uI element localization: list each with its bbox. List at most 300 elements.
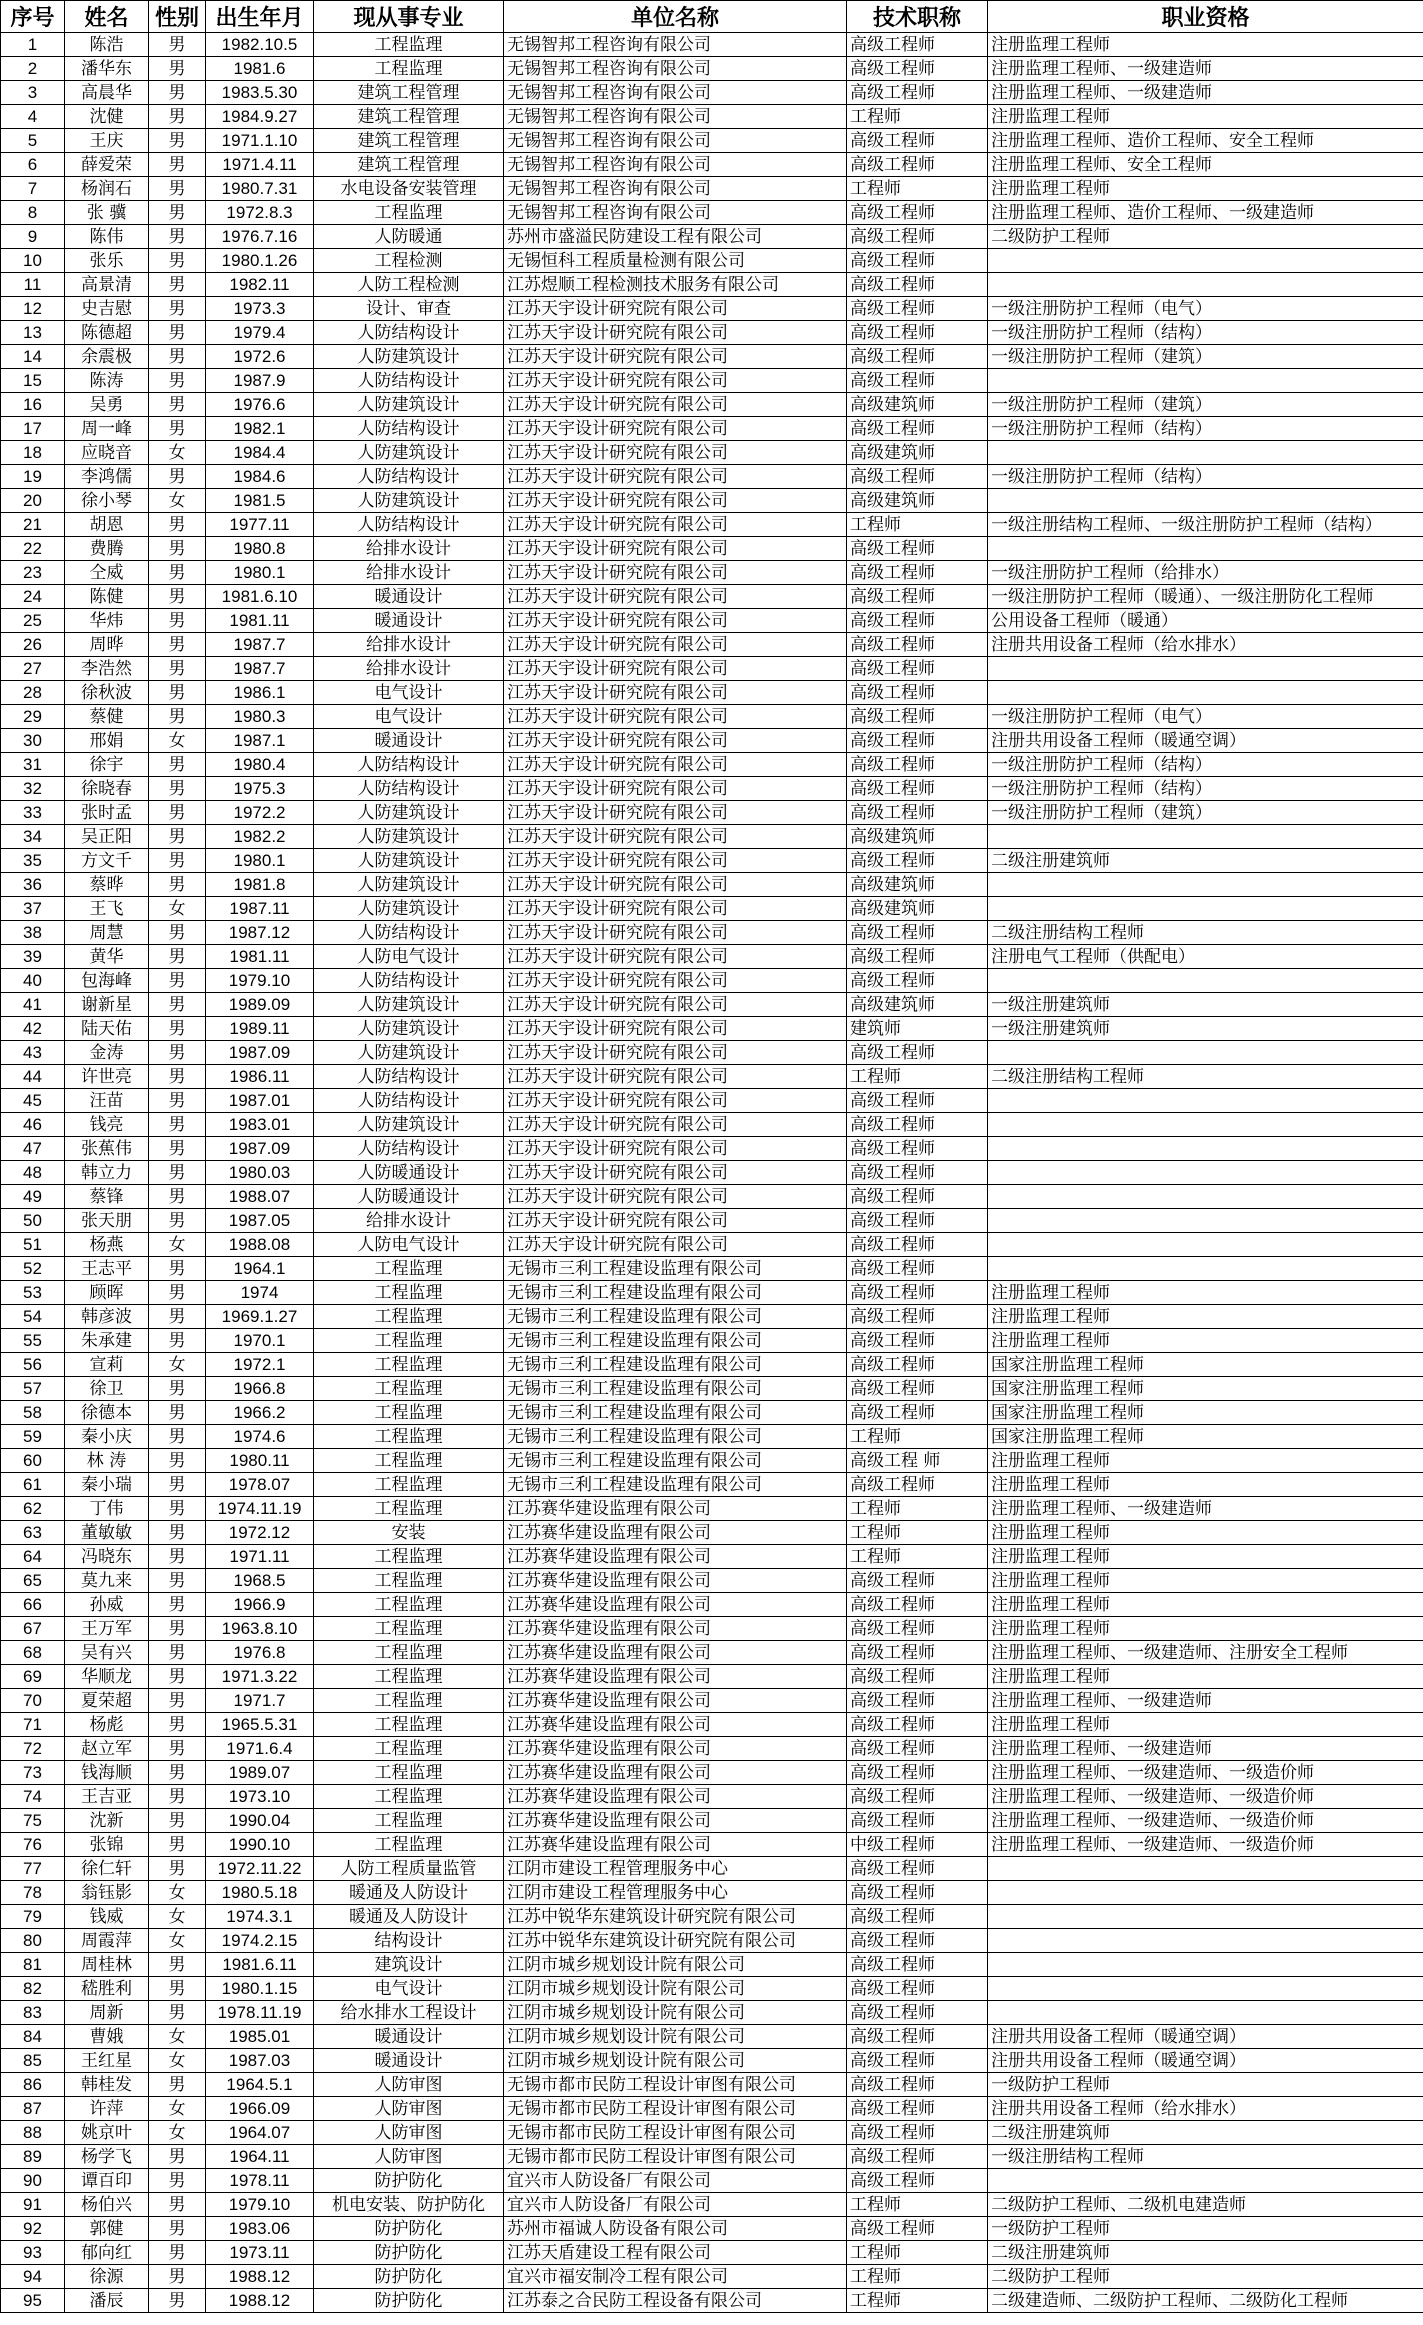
cell-gender: 男: [149, 657, 206, 681]
cell-index: 40: [1, 969, 65, 993]
cell-qualification: 二级注册结构工程师: [988, 921, 1423, 945]
cell-gender: 女: [149, 729, 206, 753]
cell-index: 22: [1, 537, 65, 561]
cell-major: 工程监理: [314, 1353, 504, 1377]
cell-title: 高级工程师: [847, 201, 988, 225]
cell-qualification: 注册监理工程师: [988, 1473, 1423, 1497]
cell-qualification: [988, 825, 1423, 849]
cell-title: 高级工程师: [847, 1665, 988, 1689]
cell-index: 21: [1, 513, 65, 537]
cell-title: 高级工程师: [847, 633, 988, 657]
table-row: [1, 297, 1423, 321]
cell-gender: 男: [149, 681, 206, 705]
cell-gender: 男: [149, 801, 206, 825]
cell-title: 高级工程师: [847, 681, 988, 705]
table-row: [1, 441, 1423, 465]
cell-birth: 1971.7: [206, 1689, 314, 1713]
table-row: [1, 249, 1423, 273]
cell-qualification: [988, 537, 1423, 561]
cell-title: 高级建筑师: [847, 873, 988, 897]
cell-gender: 女: [149, 1881, 206, 1905]
cell-index: 15: [1, 369, 65, 393]
cell-birth: 1970.1: [206, 1329, 314, 1353]
table-row: [1, 1185, 1423, 1209]
table-row: [1, 2265, 1423, 2289]
table-row: [1, 1977, 1423, 2001]
cell-gender: 男: [149, 1569, 206, 1593]
cell-title: 高级工程师: [847, 1785, 988, 1809]
cell-organization: 江阴市城乡规划设计院有限公司: [504, 2001, 847, 2025]
cell-gender: 男: [149, 2265, 206, 2289]
cell-organization: 无锡市三利工程建设监理有限公司: [504, 1473, 847, 1497]
cell-birth: 1987.01: [206, 1089, 314, 1113]
cell-title: 高级工程师: [847, 1281, 988, 1305]
table-row: [1, 1281, 1423, 1305]
cell-title: 高级工程师: [847, 729, 988, 753]
cell-title: 工程师: [847, 1521, 988, 1545]
table-row: [1, 273, 1423, 297]
cell-birth: 1981.6: [206, 57, 314, 81]
table-header: [1, 1, 1423, 33]
cell-qualification: 国家注册监理工程师: [988, 1353, 1423, 1377]
cell-title: 高级工程师: [847, 1473, 988, 1497]
cell-organization: 江苏天宇设计研究院有限公司: [504, 681, 847, 705]
table-row: [1, 1233, 1423, 1257]
table-row: [1, 177, 1423, 201]
cell-birth: 1986.11: [206, 1065, 314, 1089]
table-row: [1, 609, 1423, 633]
cell-qualification: 注册监理工程师、一级建造师、一级造价师: [988, 1833, 1423, 1857]
cell-birth: 1977.11: [206, 513, 314, 537]
cell-major: 人防建筑设计: [314, 825, 504, 849]
cell-name: 徐源: [65, 2265, 149, 2289]
cell-qualification: 注册共用设备工程师（暖通空调）: [988, 2049, 1423, 2073]
table-row: [1, 801, 1423, 825]
table-row: [1, 585, 1423, 609]
cell-title: 工程师: [847, 2193, 988, 2217]
cell-qualification: 一级注册结构工程师: [988, 2145, 1423, 2169]
cell-index: 90: [1, 2169, 65, 2193]
cell-qualification: [988, 369, 1423, 393]
cell-qualification: 二级注册结构工程师: [988, 1065, 1423, 1089]
cell-title: 工程师: [847, 1545, 988, 1569]
cell-organization: 江苏天宇设计研究院有限公司: [504, 1065, 847, 1089]
cell-organization: 宜兴市福安制冷工程有限公司: [504, 2265, 847, 2289]
cell-major: 电气设计: [314, 681, 504, 705]
cell-title: 工程师: [847, 1497, 988, 1521]
cell-name: 陆天佑: [65, 1017, 149, 1041]
cell-major: 工程监理: [314, 1833, 504, 1857]
cell-index: 69: [1, 1665, 65, 1689]
cell-index: 6: [1, 153, 65, 177]
cell-birth: 1979.10: [206, 969, 314, 993]
cell-organization: 无锡市三利工程建设监理有限公司: [504, 1257, 847, 1281]
cell-index: 50: [1, 1209, 65, 1233]
cell-qualification: [988, 273, 1423, 297]
cell-index: 7: [1, 177, 65, 201]
cell-qualification: 二级注册建筑师: [988, 849, 1423, 873]
cell-organization: 江苏天宇设计研究院有限公司: [504, 993, 847, 1017]
cell-major: 人防结构设计: [314, 921, 504, 945]
cell-major: 人防结构设计: [314, 1065, 504, 1089]
cell-major: 工程监理: [314, 1425, 504, 1449]
cell-organization: 无锡市三利工程建设监理有限公司: [504, 1377, 847, 1401]
cell-major: 工程监理: [314, 57, 504, 81]
cell-organization: 江苏天宇设计研究院有限公司: [504, 465, 847, 489]
cell-birth: 1972.12: [206, 1521, 314, 1545]
cell-name: 杨伯兴: [65, 2193, 149, 2217]
cell-organization: 江苏天宇设计研究院有限公司: [504, 537, 847, 561]
cell-major: 给排水设计: [314, 537, 504, 561]
cell-organization: 无锡市都市民防工程设计审图有限公司: [504, 2097, 847, 2121]
cell-index: 57: [1, 1377, 65, 1401]
table-row: [1, 1881, 1423, 1905]
cell-name: 徐小琴: [65, 489, 149, 513]
cell-organization: 无锡智邦工程咨询有限公司: [504, 57, 847, 81]
table-row: [1, 873, 1423, 897]
cell-name: 黄华: [65, 945, 149, 969]
cell-major: 工程监理: [314, 1449, 504, 1473]
table-row: [1, 777, 1423, 801]
cell-qualification: 注册监理工程师: [988, 1713, 1423, 1737]
table-row: [1, 1761, 1423, 1785]
cell-gender: 男: [149, 417, 206, 441]
cell-index: 31: [1, 753, 65, 777]
cell-title: 高级工程师: [847, 1857, 988, 1881]
cell-title: 高级工程师: [847, 1713, 988, 1737]
cell-organization: 江苏天宇设计研究院有限公司: [504, 1161, 847, 1185]
cell-organization: 无锡智邦工程咨询有限公司: [504, 153, 847, 177]
table-row: [1, 2073, 1423, 2097]
cell-gender: 女: [149, 489, 206, 513]
cell-birth: 1990.10: [206, 1833, 314, 1857]
cell-index: 2: [1, 57, 65, 81]
cell-title: 高级工程师: [847, 1209, 988, 1233]
cell-gender: 男: [149, 777, 206, 801]
cell-major: 设计、审查: [314, 297, 504, 321]
cell-major: 人防工程检测: [314, 273, 504, 297]
cell-index: 92: [1, 2217, 65, 2241]
table-row: [1, 897, 1423, 921]
cell-index: 61: [1, 1473, 65, 1497]
cell-gender: 男: [149, 1209, 206, 1233]
cell-organization: 江苏赛华建设监理有限公司: [504, 1545, 847, 1569]
cell-title: 高级工程师: [847, 225, 988, 249]
cell-major: 工程监理: [314, 1713, 504, 1737]
cell-index: 5: [1, 129, 65, 153]
cell-gender: 男: [149, 1137, 206, 1161]
cell-organization: 江苏赛华建设监理有限公司: [504, 1665, 847, 1689]
cell-organization: 江苏赛华建设监理有限公司: [504, 1833, 847, 1857]
cell-index: 36: [1, 873, 65, 897]
cell-name: 杨学飞: [65, 2145, 149, 2169]
cell-birth: 1987.7: [206, 633, 314, 657]
cell-gender: 男: [149, 1785, 206, 1809]
cell-organization: 宜兴市人防设备厂有限公司: [504, 2169, 847, 2193]
cell-name: 高景清: [65, 273, 149, 297]
cell-qualification: 一级注册建筑师: [988, 993, 1423, 1017]
cell-qualification: [988, 249, 1423, 273]
cell-gender: 女: [149, 441, 206, 465]
cell-qualification: [988, 2001, 1423, 2025]
cell-title: 建筑师: [847, 1017, 988, 1041]
cell-index: 67: [1, 1617, 65, 1641]
cell-gender: 男: [149, 297, 206, 321]
cell-gender: 男: [149, 1401, 206, 1425]
cell-name: 韩彦波: [65, 1305, 149, 1329]
cell-title: 工程师: [847, 1425, 988, 1449]
cell-major: 工程监理: [314, 1257, 504, 1281]
cell-gender: 男: [149, 1641, 206, 1665]
cell-name: 谭百印: [65, 2169, 149, 2193]
cell-major: 人防结构设计: [314, 465, 504, 489]
cell-qualification: 二级建造师、二级防护工程师、二级防化工程师: [988, 2289, 1423, 2313]
table-row: [1, 1641, 1423, 1665]
cell-organization: 江苏天宇设计研究院有限公司: [504, 1185, 847, 1209]
cell-title: 高级工程师: [847, 705, 988, 729]
cell-qualification: 一级注册防护工程师（给排水）: [988, 561, 1423, 585]
table-row: [1, 1857, 1423, 1881]
cell-major: 人防结构设计: [314, 369, 504, 393]
cell-name: 史吉慰: [65, 297, 149, 321]
cell-index: 49: [1, 1185, 65, 1209]
table-row: [1, 1377, 1423, 1401]
cell-birth: 1983.5.30: [206, 81, 314, 105]
cell-organization: 江苏天宇设计研究院有限公司: [504, 777, 847, 801]
cell-major: 电气设计: [314, 705, 504, 729]
cell-organization: 江苏天宇设计研究院有限公司: [504, 513, 847, 537]
cell-qualification: [988, 681, 1423, 705]
cell-organization: 江苏天宇设计研究院有限公司: [504, 321, 847, 345]
cell-name: 张天朋: [65, 1209, 149, 1233]
cell-birth: 1987.9: [206, 369, 314, 393]
cell-index: 62: [1, 1497, 65, 1521]
cell-organization: 江苏天宇设计研究院有限公司: [504, 297, 847, 321]
cell-name: 周桂林: [65, 1953, 149, 1977]
cell-title: 高级工程师: [847, 2073, 988, 2097]
cell-major: 给水排水工程设计: [314, 2001, 504, 2025]
cell-name: 陈浩: [65, 33, 149, 57]
cell-organization: 无锡市都市民防工程设计审图有限公司: [504, 2121, 847, 2145]
cell-title: 工程师: [847, 177, 988, 201]
cell-title: 高级建筑师: [847, 393, 988, 417]
cell-gender: 男: [149, 1737, 206, 1761]
cell-title: 高级工程师: [847, 1041, 988, 1065]
cell-qualification: 注册监理工程师: [988, 1665, 1423, 1689]
cell-name: 林 涛: [65, 1449, 149, 1473]
cell-name: 沈新: [65, 1809, 149, 1833]
cell-index: 59: [1, 1425, 65, 1449]
cell-name: 钱威: [65, 1905, 149, 1929]
cell-birth: 1981.6.11: [206, 1953, 314, 1977]
cell-index: 18: [1, 441, 65, 465]
cell-qualification: 二级防护工程师: [988, 2265, 1423, 2289]
cell-organization: 江苏天宇设计研究院有限公司: [504, 1041, 847, 1065]
cell-major: 建筑设计: [314, 1953, 504, 1977]
cell-major: 水电设备安装管理: [314, 177, 504, 201]
cell-qualification: 注册监理工程师: [988, 1305, 1423, 1329]
cell-index: 29: [1, 705, 65, 729]
cell-gender: 男: [149, 393, 206, 417]
cell-name: 吴勇: [65, 393, 149, 417]
cell-organization: 江苏赛华建设监理有限公司: [504, 1761, 847, 1785]
table-row: [1, 561, 1423, 585]
cell-major: 人防建筑设计: [314, 489, 504, 513]
cell-index: 37: [1, 897, 65, 921]
cell-birth: 1971.4.11: [206, 153, 314, 177]
cell-major: 人防结构设计: [314, 777, 504, 801]
table-row: [1, 2001, 1423, 2025]
table-row: [1, 1833, 1423, 1857]
cell-qualification: [988, 1857, 1423, 1881]
cell-birth: 1966.8: [206, 1377, 314, 1401]
cell-index: 86: [1, 2073, 65, 2097]
cell-name: 张时孟: [65, 801, 149, 825]
cell-organization: 江苏天盾建设工程有限公司: [504, 2241, 847, 2265]
cell-title: 高级工程师: [847, 921, 988, 945]
cell-name: 谢新星: [65, 993, 149, 1017]
cell-organization: 江苏天宇设计研究院有限公司: [504, 441, 847, 465]
cell-major: 工程监理: [314, 1329, 504, 1353]
cell-major: 工程监理: [314, 1641, 504, 1665]
cell-organization: 江阴市城乡规划设计院有限公司: [504, 1953, 847, 1977]
cell-qualification: 二级防护工程师: [988, 225, 1423, 249]
cell-birth: 1980.1.26: [206, 249, 314, 273]
table-row: [1, 81, 1423, 105]
header-index: 序号: [1, 1, 65, 33]
cell-gender: 男: [149, 1665, 206, 1689]
cell-name: 赵立军: [65, 1737, 149, 1761]
cell-qualification: 一级注册防护工程师（建筑）: [988, 345, 1423, 369]
cell-birth: 1974.2.15: [206, 1929, 314, 1953]
cell-organization: 江苏煜顺工程检测技术服务有限公司: [504, 273, 847, 297]
cell-qualification: 注册共用设备工程师（暖通空调）: [988, 2025, 1423, 2049]
header-qualification: 职业资格: [988, 1, 1423, 33]
cell-name: 夏荣超: [65, 1689, 149, 1713]
cell-organization: 江苏天宇设计研究院有限公司: [504, 801, 847, 825]
cell-name: 徐宇: [65, 753, 149, 777]
table-row: [1, 1785, 1423, 1809]
cell-title: 高级工程师: [847, 273, 988, 297]
cell-qualification: [988, 1257, 1423, 1281]
cell-qualification: [988, 489, 1423, 513]
cell-gender: 男: [149, 153, 206, 177]
cell-major: 暖通及人防设计: [314, 1881, 504, 1905]
cell-organization: 江苏赛华建设监理有限公司: [504, 1689, 847, 1713]
cell-title: 高级工程师: [847, 249, 988, 273]
table-row: [1, 2121, 1423, 2145]
cell-qualification: [988, 1953, 1423, 1977]
cell-organization: 江苏天宇设计研究院有限公司: [504, 609, 847, 633]
table-row: [1, 993, 1423, 1017]
cell-name: 钱亮: [65, 1113, 149, 1137]
cell-gender: 男: [149, 2289, 206, 2313]
cell-qualification: 注册监理工程师: [988, 1281, 1423, 1305]
table-row: [1, 1809, 1423, 1833]
cell-index: 95: [1, 2289, 65, 2313]
cell-birth: 1983.06: [206, 2217, 314, 2241]
cell-title: 高级工程师: [847, 1569, 988, 1593]
cell-gender: 男: [149, 2073, 206, 2097]
cell-birth: 1965.5.31: [206, 1713, 314, 1737]
cell-name: 蔡晔: [65, 873, 149, 897]
cell-birth: 1974.3.1: [206, 1905, 314, 1929]
cell-index: 9: [1, 225, 65, 249]
cell-birth: 1981.6.10: [206, 585, 314, 609]
cell-major: 人防结构设计: [314, 1089, 504, 1113]
cell-organization: 江苏赛华建设监理有限公司: [504, 1497, 847, 1521]
cell-index: 80: [1, 1929, 65, 1953]
cell-major: 人防建筑设计: [314, 897, 504, 921]
table-row: [1, 2241, 1423, 2265]
cell-qualification: 注册监理工程师、一级建造师: [988, 1737, 1423, 1761]
cell-qualification: [988, 897, 1423, 921]
cell-qualification: 注册共用设备工程师（给水排水）: [988, 633, 1423, 657]
table-row: [1, 2169, 1423, 2193]
cell-title: 高级工程师: [847, 537, 988, 561]
header-organization: 单位名称: [504, 1, 847, 33]
cell-index: 51: [1, 1233, 65, 1257]
cell-birth: 1987.09: [206, 1137, 314, 1161]
cell-gender: 男: [149, 1617, 206, 1641]
cell-major: 工程监理: [314, 33, 504, 57]
cell-title: 高级工程师: [847, 1329, 988, 1353]
cell-title: 中级工程师: [847, 1833, 988, 1857]
cell-qualification: 注册监理工程师、造价工程师、安全工程师: [988, 129, 1423, 153]
cell-organization: 江苏中锐华东建筑设计研究院有限公司: [504, 1929, 847, 1953]
cell-birth: 1987.09: [206, 1041, 314, 1065]
cell-title: 高级工程师: [847, 1353, 988, 1377]
cell-major: 人防暖通: [314, 225, 504, 249]
cell-major: 电气设计: [314, 1977, 504, 2001]
cell-qualification: 注册监理工程师、造价工程师、一级建造师: [988, 201, 1423, 225]
cell-name: 周慧: [65, 921, 149, 945]
cell-name: 王红星: [65, 2049, 149, 2073]
cell-name: 秦小庆: [65, 1425, 149, 1449]
cell-major: 结构设计: [314, 1929, 504, 1953]
cell-index: 19: [1, 465, 65, 489]
cell-index: 13: [1, 321, 65, 345]
cell-birth: 1969.1.27: [206, 1305, 314, 1329]
cell-birth: 1980.11: [206, 1449, 314, 1473]
cell-index: 8: [1, 201, 65, 225]
cell-title: 高级工程师: [847, 1737, 988, 1761]
cell-organization: 无锡市三利工程建设监理有限公司: [504, 1305, 847, 1329]
cell-name: 陈涛: [65, 369, 149, 393]
cell-gender: 女: [149, 1905, 206, 1929]
cell-name: 汪苗: [65, 1089, 149, 1113]
table-row: [1, 2145, 1423, 2169]
cell-organization: 江苏天宇设计研究院有限公司: [504, 585, 847, 609]
cell-index: 28: [1, 681, 65, 705]
cell-title: 高级工程师: [847, 2025, 988, 2049]
cell-organization: 江苏天宇设计研究院有限公司: [504, 849, 847, 873]
header-birth: 出生年月: [206, 1, 314, 33]
cell-gender: 男: [149, 945, 206, 969]
table-row: [1, 1737, 1423, 1761]
cell-birth: 1973.11: [206, 2241, 314, 2265]
cell-gender: 男: [149, 1857, 206, 1881]
cell-index: 79: [1, 1905, 65, 1929]
cell-birth: 1982.1: [206, 417, 314, 441]
cell-qualification: [988, 2169, 1423, 2193]
cell-organization: 江苏中锐华东建筑设计研究院有限公司: [504, 1905, 847, 1929]
cell-index: 73: [1, 1761, 65, 1785]
cell-gender: 男: [149, 177, 206, 201]
cell-organization: 江苏天宇设计研究院有限公司: [504, 417, 847, 441]
cell-major: 暖通设计: [314, 729, 504, 753]
cell-qualification: 一级注册防护工程师（暖通）、一级注册防化工程师: [988, 585, 1423, 609]
